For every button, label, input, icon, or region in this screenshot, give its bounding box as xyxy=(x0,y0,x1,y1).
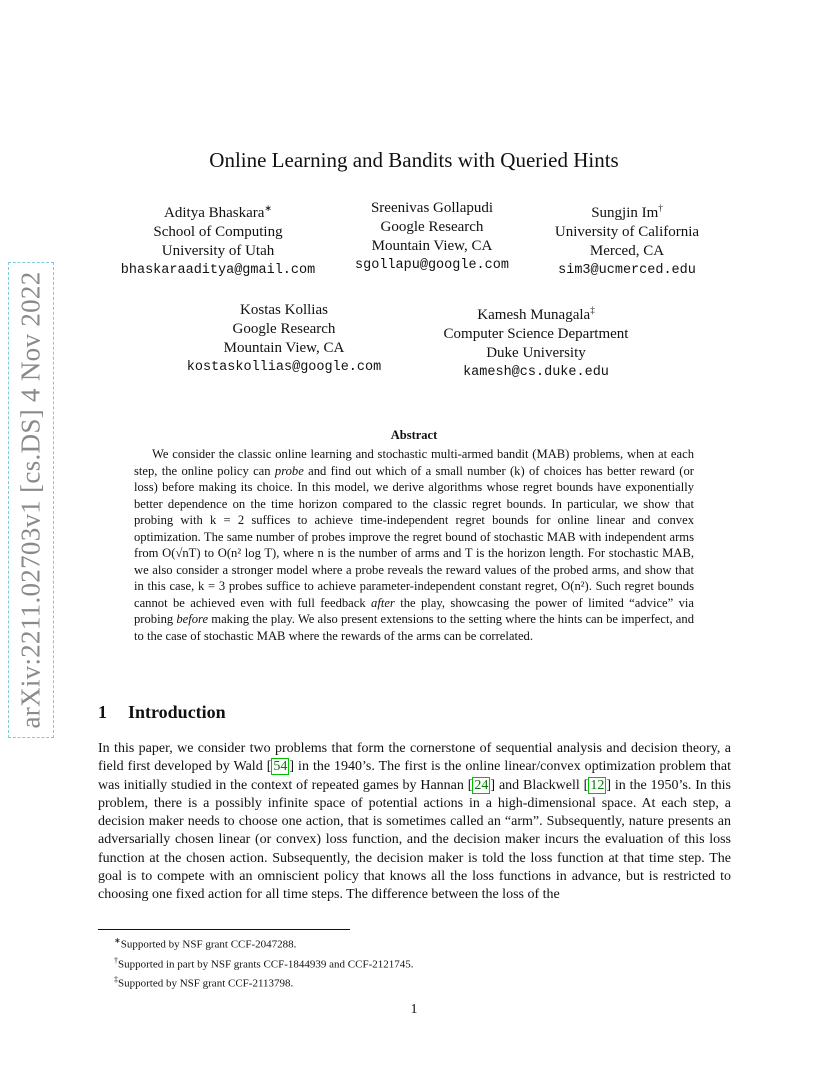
page-number: 1 xyxy=(410,1002,418,1017)
author-email: kostaskollias@google.com xyxy=(186,360,382,375)
footnote-text: Supported by NSF grant CCF-2113798. xyxy=(118,977,294,990)
intro-span: and Blackwell xyxy=(495,777,584,793)
intro-span: in the 1940’s. The first is the online linear/convex optimization problem that was initially studied in the context of repeated games by Hannan xyxy=(98,759,731,793)
abstract-span: making the play. We also present extensions to the setting where the hints can be imperfect, and to the case of stochastic MAB where the rewards of the arms can be correlated. xyxy=(134,612,694,643)
arxiv-sidebar-stamp xyxy=(8,262,54,738)
abstract-span: and find out which of a small number (k) of choices has better reward (or loss) before making its choice. In this model, we derive algorithms whose regret bounds have exponentially better dependence on the time horizon compared to the classic regret bounds. In particular, we show that probing with k = 2 suffices to achieve time-independent regret bounds for online linear and convex optimization. The same number of probes improve the regret bound of stochastic MAB with independent arms from O(√nT) to O(n² log T), where n is the number of arms and T is the horizon length. For stochastic MAB, we also consider a stronger model where a probe reveals the reward values of the probed arms, and show that in this case, k = 3 probes suffice to achieve parameter-independent constant regret, O(n²). Such regret bounds cannot be achieved even with full feedback xyxy=(134,463,694,610)
author-affiliation: Merced, CA xyxy=(589,243,665,259)
author-footnote-mark: † xyxy=(658,203,663,213)
footnote-mark: ‡ xyxy=(114,975,118,985)
footnote-mark: † xyxy=(114,955,118,965)
author-email: bhaskaraaditya@gmail.com xyxy=(120,263,316,278)
citation-link[interactable]: 54 xyxy=(273,759,288,775)
author-affiliation: University of California xyxy=(554,224,700,240)
author-affiliation: Mountain View, CA xyxy=(371,238,493,254)
intro-span: In this paper, we consider two problems that form the cornerstone of sequential analysis and decision theory, a field first developed by Wald xyxy=(98,741,731,775)
author-affiliation: Google Research xyxy=(380,219,484,235)
section-number: 1 xyxy=(98,702,107,722)
author-footnote-mark: ‡ xyxy=(590,305,595,315)
abstract-emphasis: before xyxy=(176,612,209,626)
author-email: kamesh@cs.duke.edu xyxy=(463,365,609,380)
footnote-text: Supported in part by NSF grants CCF-1844939 and CCF-2121745. xyxy=(118,958,414,971)
footnotes xyxy=(114,933,413,992)
abstract-text xyxy=(134,446,694,644)
paper-title: Online Learning and Bandits with Queried Hints xyxy=(209,148,619,172)
citation-link[interactable]: 12 xyxy=(590,777,605,793)
footnote-text: Supported by NSF grant CCF-2047288. xyxy=(120,938,297,951)
author-block-kollias xyxy=(187,301,381,377)
author-name: Kostas Kollias xyxy=(240,302,328,318)
arxiv-identifier: arXiv:2211.02703v1 [cs.DS] 4 Nov 2022 xyxy=(15,271,46,729)
citation-link[interactable]: 24 xyxy=(474,777,489,793)
abstract-span: the play, showcasing the power of limited “advice” via probing xyxy=(134,595,694,626)
author-block-bhaskara xyxy=(121,199,315,280)
author-name: Kamesh Munagala xyxy=(477,307,591,323)
section-heading xyxy=(98,702,226,723)
abstract-heading: Abstract xyxy=(390,428,438,442)
author-block-gollapudi xyxy=(355,199,509,275)
footnote xyxy=(114,933,413,953)
author-name: Aditya Bhaskara xyxy=(164,205,265,221)
author-block-munagala xyxy=(444,301,629,382)
author-affiliation: Computer Science Department xyxy=(443,326,629,342)
author-affiliation: Google Research xyxy=(232,321,336,337)
author-affiliation: Duke University xyxy=(486,345,586,361)
footnote xyxy=(114,972,413,992)
author-email: sgollapu@google.com xyxy=(355,258,509,273)
author-affiliation: University of Utah xyxy=(161,243,275,259)
author-affiliation: School of Computing xyxy=(153,224,283,240)
footnote-mark: ∗ xyxy=(114,936,121,945)
abstract-span: We consider the classic online learning and stochastic multi-armed bandit (MAB) problems, when at each step, the online policy can xyxy=(134,447,694,478)
author-block-im xyxy=(555,199,699,280)
author-footnote-mark: ∗ xyxy=(264,203,272,213)
author-name: Sungjin Im xyxy=(591,205,659,221)
author-email: sim3@ucmerced.edu xyxy=(558,263,696,278)
footnote-rule xyxy=(98,929,350,930)
intro-paragraph: In this paper, we consider two problems that form the cornerstone of sequential analysis and decision theory, a field first developed by Wald [ 54 ] in the 1940’s. The first is the online linear/convex optimization problem that was initially studied in the context of repeated games by Hannan [ 24 ] and Blackwell [ 12 ] in the 1950’s. In this problem, there is a possibly infinite space of potential actions in a high-dimensional space. At each step, a decision maker needs to choose one action, that is sometimes called an “arm”. Subsequently, nature presents an adversarially chosen linear (or convex) loss function, and the decision maker incurs the evaluation of this loss function at the chosen action. Subsequently, the decision maker is told the loss function at that time step. The goal is to compete with an omniscient policy that knows all the loss functions in advance, but is restricted to choosing one fixed action for all time steps. The difference between the loss of the xyxy=(98,741,731,903)
abstract-emphasis: probe xyxy=(274,463,304,478)
footnote xyxy=(114,953,413,973)
author-affiliation: Mountain View, CA xyxy=(223,340,345,356)
section-title: Introduction xyxy=(128,702,226,722)
abstract-emphasis: after xyxy=(371,595,395,610)
author-name: Sreenivas Gollapudi xyxy=(370,200,494,216)
intro-span: in the 1950’s. In this problem, there is a possibly infinite space of potential actions in a high-dimensional space. At each step, a decision maker needs to choose one action, that is sometimes called an “arm”. Subsequently, nature presents an adversarially chosen linear (or convex) loss function, and the decision maker incurs the evaluation of this loss function at the chosen action. Subsequently, the decision maker is told the loss function at that time step. The goal is to compete with an omniscient policy that knows all the loss functions in advance, but is restricted to choosing one fixed action for all time steps. The difference between the loss of the xyxy=(98,777,731,903)
